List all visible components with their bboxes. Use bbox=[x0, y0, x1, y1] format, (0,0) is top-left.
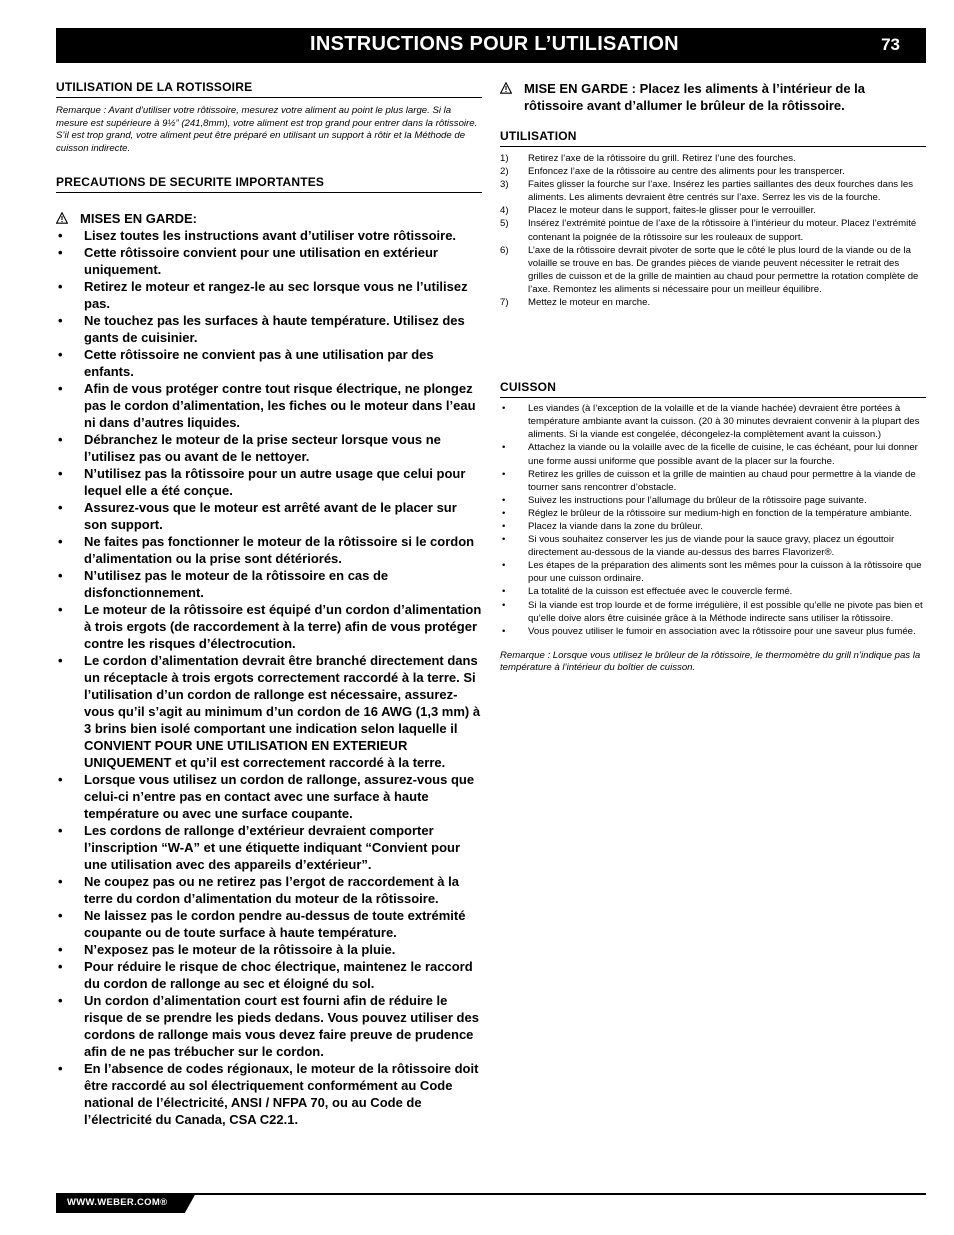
warning-item: • Retirez le moteur et rangez-le au sec lorsque vous ne l’utilisez pas. bbox=[56, 278, 482, 312]
warning-item: • Le moteur de la rôtissoire est équipé d’un cordon d’alimentation à trois ergots (de raccordement à la terre) afin de vous protéger contre les risques d’électrocution. bbox=[56, 601, 482, 652]
step-text: Enfoncez l’axe de la rôtissoire au centre des aliments pour les transpercer. bbox=[528, 166, 845, 178]
cuisson-text: Placez la viande dans la zone du brûleur. bbox=[528, 520, 703, 532]
safety-heading: PRECAUTIONS DE SECURITE IMPORTANTES bbox=[56, 175, 482, 193]
warning-item: • Lisez toutes les instructions avant d’utiliser votre rôtissoire. bbox=[56, 227, 482, 244]
cuisson-text: Si la viande est trop lourde et de forme irrégulière, il est possible qu’elle ne pivote pas bien et qu’elle doive alors être cuisinée grâce à la Méthode indirecte sans utiliser la rôtissoire. bbox=[528, 599, 923, 624]
cuisson-text: Retirez les grilles de cuisson et la grille de maintien au chaud pour permettre à la viande de tourner sans rencontrer d’obstacle. bbox=[528, 468, 916, 493]
warning-item: • Ne laissez pas le cordon pendre au-dessus de toute extrémité coupante ou de toute surface à haute température. bbox=[56, 907, 482, 941]
utilisation-heading: UTILISATION bbox=[500, 129, 926, 147]
bullet-icon: • bbox=[502, 507, 506, 519]
step-text: Insérez l’extrémité pointue de l’axe de la rôtissoire à l’intérieur du moteur. Placez l’extrémité contenant la poignée de la rôtissoire sur les rouleaux de support. bbox=[528, 218, 917, 243]
cuisson-item bbox=[500, 625, 926, 638]
cuisson-list bbox=[500, 402, 926, 638]
bullet-icon: • bbox=[502, 534, 506, 546]
warning-item: • Assurez-vous que le moteur est arrêté avant de le placer sur son support. bbox=[56, 499, 482, 533]
bullet-icon: • bbox=[502, 599, 506, 611]
warning-item: • Les cordons de rallonge d’extérieur devraient comporter l’inscription “W-A” et une étiquette indiquant “Convient pour une utilisation avec des appareils d’extérieur”. bbox=[56, 822, 482, 873]
page-number: 73 bbox=[881, 35, 900, 54]
step-number: 7) bbox=[500, 297, 509, 309]
warning-icon bbox=[500, 82, 512, 94]
step-item bbox=[500, 165, 926, 178]
bullet-icon: • bbox=[502, 560, 506, 572]
warning-item: • Afin de vous protéger contre tout risque électrique, ne plongez pas le cordon d’alimentation, les fiches ou le moteur dans l’eau ni dans d’autres liquides. bbox=[56, 380, 482, 431]
step-number: 1) bbox=[500, 153, 509, 164]
step-number: 2) bbox=[500, 166, 509, 178]
step-text: L’axe de la rôtissoire devrait pivoter de sorte que le côté le plus lourd de la viande ou de la volaille se trouve en bas. De grandes pièces de viande peuvent nécessiter le retrait des grilles de cuisson et de la grille de maintien au chaud pour permettre la rotation complète de l’axe. Remontez les aliments si nécessaire pour un meilleur équilibre. bbox=[528, 244, 919, 295]
cuisson-text: Si vous souhaitez conserver les jus de viande pour la sauce gravy, placez un égouttoir directement au-dessous de la viande au-dessus des barres Flavorizer®. bbox=[528, 534, 895, 559]
cuisson-text: Les viandes (à l’exception de la volaille et de la viande hachée) devraient être portées à température ambiante avant la cuisson. (20 à 30 minutes devraient convenir à la plupart des aliments. Si la viande est congelée, décongelez-la complètement avant la cuisson.) bbox=[528, 403, 920, 441]
step-number: 4) bbox=[500, 205, 509, 217]
cuisson-text: Vous pouvez utiliser le fumoir en association avec la rôtissoire pour une saveur plus fumée. bbox=[528, 625, 916, 637]
cuisson-note: Remarque : Lorsque vous utilisez le brûleur de la rôtissoire, le thermomètre du grill n’indique pas la température à l’intérieur du boîtier de cuisson. bbox=[500, 649, 921, 674]
cuisson-item bbox=[500, 507, 926, 520]
cuisson-heading: CUISSON bbox=[500, 380, 926, 398]
warning-item: • Un cordon d’alimentation court est fourni afin de réduire le risque de se prendre les pieds dedans. Vous pouvez utiliser des cordons de rallonge mais vous devez faire preuve de prudence afin de ne pas trébucher sur le cordon. bbox=[56, 992, 482, 1060]
bullet-icon: • bbox=[502, 520, 506, 532]
step-item bbox=[500, 296, 926, 309]
cuisson-item bbox=[500, 402, 926, 441]
warning-item: • Ne touchez pas les surfaces à haute température. Utilisez des gants de cuisinier. bbox=[56, 312, 482, 346]
step-number: 5) bbox=[500, 218, 509, 230]
cuisson-text: Réglez le brûleur de la rôtissoire sur medium-high en fonction de la température ambiante. bbox=[528, 507, 912, 519]
cuisson-item bbox=[500, 468, 926, 494]
warning-item: • Débranchez le moteur de la prise secteur lorsque vous ne l’utilisez pas ou avant de le nettoyer. bbox=[56, 431, 482, 465]
warnings-title-row bbox=[56, 210, 482, 227]
warning-item: • Ne faites pas fonctionner le moteur de la rôtissoire si le cordon d’alimentation ou la prise sont détériorés. bbox=[56, 533, 482, 567]
step-item bbox=[500, 204, 926, 217]
step-number: 3) bbox=[500, 179, 509, 191]
warning-item: • En l’absence de codes régionaux, le moteur de la rôtissoire doit être raccordé au sol électriquement conformément au Code national de l’électricité, ANSI / NFPA 70, ou au Code de l’électricité du Canada, CSA C22.1. bbox=[56, 1060, 482, 1128]
warning-item: • Ne coupez pas ou ne retirez pas l’ergot de raccordement à la terre du cordon d’alimentation du moteur de la rôtissoire. bbox=[56, 873, 482, 907]
page-header bbox=[56, 28, 926, 63]
cuisson-text: Attachez la viande ou la volaille avec de la ficelle de cuisine, le cas échéant, pour lui donner une forme aussi uniforme que possible avant de la placer sur la fourche. bbox=[528, 442, 918, 467]
step-item bbox=[500, 152, 926, 165]
usage-heading: UTILISATION DE LA ROTISSOIRE bbox=[56, 80, 482, 98]
bullet-icon: • bbox=[502, 442, 506, 454]
page-title: INSTRUCTIONS POUR L’UTILISATION bbox=[310, 33, 679, 55]
cuisson-item bbox=[500, 599, 926, 625]
step-text: Placez le moteur dans le support, faites-le glisser pour le verrouiller. bbox=[528, 205, 816, 217]
warning-item: • Le cordon d’alimentation devrait être branché directement dans un réceptacle à trois ergots correctement raccordé à la terre. Si l’utilisation d’un cordon de rallonge est nécessaire, assurez-vous qu’il s’agit au minimum d’un cordon de 16 AWG (1,3 mm) à 3 brins bien isolé comportant une indication selon laquelle il CONVIENT POUR UNE UTILISATION EN EXTERIEUR UNIQUEMENT et qu’il est correctement raccordé à la terre. bbox=[56, 652, 482, 771]
warnings-title: MISES EN GARDE: bbox=[80, 211, 198, 227]
right-column bbox=[500, 80, 926, 675]
warning-item: • N’exposez pas le moteur de la rôtissoire à la pluie. bbox=[56, 941, 482, 958]
motor-warning-row bbox=[500, 80, 926, 114]
warning-item: • Pour réduire le risque de choc électrique, maintenez le raccord du cordon de rallonge au sec et éloigné du sol. bbox=[56, 958, 482, 992]
step-number: 6) bbox=[500, 244, 509, 256]
cuisson-item bbox=[500, 441, 926, 467]
cuisson-item bbox=[500, 520, 926, 533]
cuisson-item bbox=[500, 533, 926, 559]
steps-list bbox=[500, 152, 926, 309]
cuisson-item bbox=[500, 559, 926, 585]
cuisson-item bbox=[500, 585, 926, 598]
step-text: Retirez l’axe de la rôtissoire du grill. Retirez l’une des fourches. bbox=[528, 153, 796, 164]
step-item bbox=[500, 178, 926, 204]
bullet-icon: • bbox=[502, 403, 506, 415]
bullet-icon: • bbox=[502, 468, 506, 480]
cuisson-item bbox=[500, 494, 926, 507]
usage-note: Remarque : Avant d’utiliser votre rôtissoire, mesurez votre aliment au point le plus large. Si la mesure est supérieure à 9½” (241,8mm), votre aliment est trop grand pour entrer dans la rôtissoire. S’il est trop grand, votre aliment peut être préparé en utilisant un support à rôtir et la Méthode de cuisson indirecte. bbox=[56, 105, 478, 154]
motor-warning-text: MISE EN GARDE : Placez les aliments à l’intérieur de la rôtissoire avant d’allumer le brûleur de la rôtissoire. bbox=[524, 81, 866, 113]
bullet-icon: • bbox=[502, 586, 506, 598]
warnings-list bbox=[56, 227, 482, 1128]
step-item bbox=[500, 244, 926, 296]
warning-item: • N’utilisez pas le moteur de la rôtissoire en cas de disfonctionnement. bbox=[56, 567, 482, 601]
step-item bbox=[500, 217, 926, 243]
cuisson-text: La totalité de la cuisson est effectuée avec le couvercle fermé. bbox=[528, 586, 793, 598]
warning-item: • Lorsque vous utilisez un cordon de rallonge, assurez-vous que celui-ci n’entre pas en contact avec une surface à haute température ou avec une surface coupante. bbox=[56, 771, 482, 822]
warning-icon bbox=[56, 212, 68, 224]
cuisson-text: Suivez les instructions pour l’allumage du brûleur de la rôtissoire page suivante. bbox=[528, 494, 867, 506]
cuisson-text: Les étapes de la préparation des aliments sont les mêmes pour la cuisson à la rôtissoire que pour une cuisson ordinaire. bbox=[528, 560, 922, 585]
warning-item: • Cette rôtissoire convient pour une utilisation en extérieur uniquement. bbox=[56, 244, 482, 278]
bullet-icon: • bbox=[502, 494, 506, 506]
bullet-icon: • bbox=[502, 625, 506, 637]
left-column bbox=[56, 80, 482, 1128]
warning-item: • N’utilisez pas la rôtissoire pour un autre usage que celui pour lequel elle a été conçue. bbox=[56, 465, 482, 499]
warning-item: • Cette rôtissoire ne convient pas à une utilisation par des enfants. bbox=[56, 346, 482, 380]
step-text: Faites glisser la fourche sur l’axe. Insérez les parties saillantes des deux fourches dans les aliments. Les aliments devraient être centrés sur l’axe. Serrez les vis de la fourche. bbox=[528, 179, 914, 204]
website-link[interactable]: WWW.WEBER.COM® bbox=[67, 1197, 168, 1208]
step-text: Mettez le moteur en marche. bbox=[528, 297, 651, 309]
